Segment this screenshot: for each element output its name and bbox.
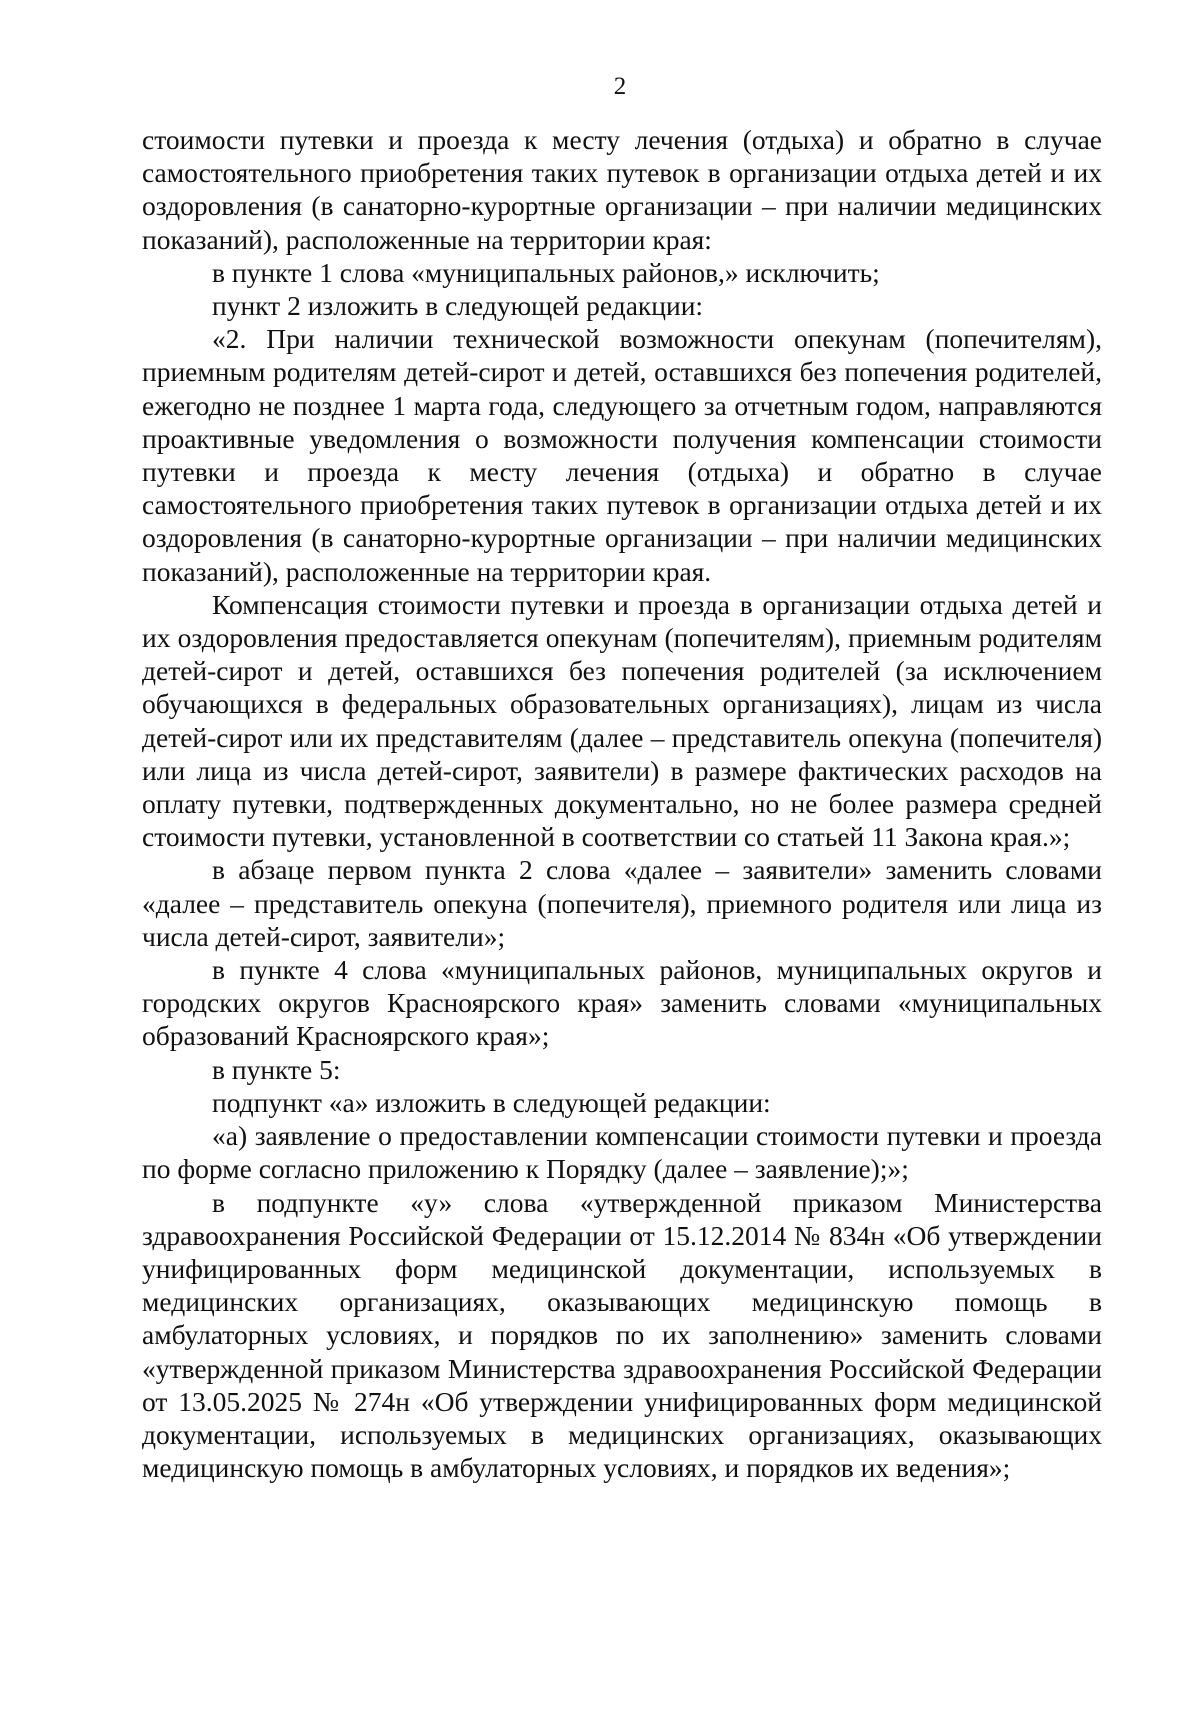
paragraph: «2. При наличии технической возможности опекунам (попечителям), приемным родителям детей-сирот и детей, оставшихся без попечения родителей, ежегодно не позднее 1 марта года, следующего за отчетным годом, направляются проактивные уведомления о возможности получения компенсации стоимости путевки и проезда к месту лечения (отдыха) и обратно в случае самостоятельного приобретения таких путевок в организации отдыха детей и их оздоровления (в санаторно-курортные организации – при наличии медицинских показаний), расположенные на территории края. [142, 323, 1102, 587]
paragraph: в пункте 1 слова «муниципальных районов,» исключить; [212, 256, 880, 288]
paragraph: в подпункте «у» слова «утвержденной приказом Министерства здравоохранения Российской Федерации от 15.12.2014 № 834н «Об утверждении унифицированных форм медицинской документации, используемых в медицинских организациях, оказывающих медицинскую помощь в амбулаторных условиях, и порядков по их заполнению» заменить словами «утвержденной приказом Министерства здравоохранения Российской Федерации от 13.05.2025 № 274н «Об утверждении унифицированных форм медицинской документации, используемых в медицинских организациях, оказывающих медицинскую помощь в амбулаторных условиях, и порядков их ведения»; [142, 1186, 1102, 1484]
paragraph: в пункте 4 слова «муниципальных районов, муниципальных округов и городских округов Красноярского края» заменить словами «муниципальных образований Красноярского края»; [142, 954, 1102, 1052]
paragraph: подпункт «а» изложить в следующей редакции: [212, 1086, 771, 1118]
paragraph: пункт 2 изложить в следующей редакции: [212, 290, 704, 322]
paragraph: Компенсация стоимости путевки и проезда в организации отдыха детей и их оздоровления предоставляется опекунам (попечителям), приемным родителям детей-сирот и детей, оставшихся без попечения родителей (за исключением обучающихся в федеральных образовательных организациях), лицам из числа детей-сирот или их представителям (далее – представитель опекуна (попечителя) или лица из числа детей-сирот, заявители) в размере фактических расходов на оплату путевки, подтвержденных документально, но не более размера средней стоимости путевки, установленной в соответствии со статьей 11 Закона края.»; [142, 588, 1102, 853]
paragraph: «а) заявление о предоставлении компенсации стоимости путевки и проезда по форме согласно приложению к Порядку (далее – заявление);»; [142, 1120, 1102, 1185]
paragraph: в абзаце первом пункта 2 слова «далее – заявители» заменить словами «далее – представитель опекуна (попечителя), приемного родителя или лица из числа детей-сирот, заявители»; [142, 854, 1102, 952]
document-body [142, 123, 1102, 1484]
paragraph: в пункте 5: [212, 1053, 341, 1085]
paragraph: стоимости путевки и проезда к месту лечения (отдыха) и обратно в случае самостоятельного приобретения таких путевок в организации отдыха детей и их оздоровления (в санаторно-курортные организации – при наличии медицинских показаний), расположенные на территории края: [142, 124, 1102, 255]
page-number: 2 [613, 73, 627, 100]
